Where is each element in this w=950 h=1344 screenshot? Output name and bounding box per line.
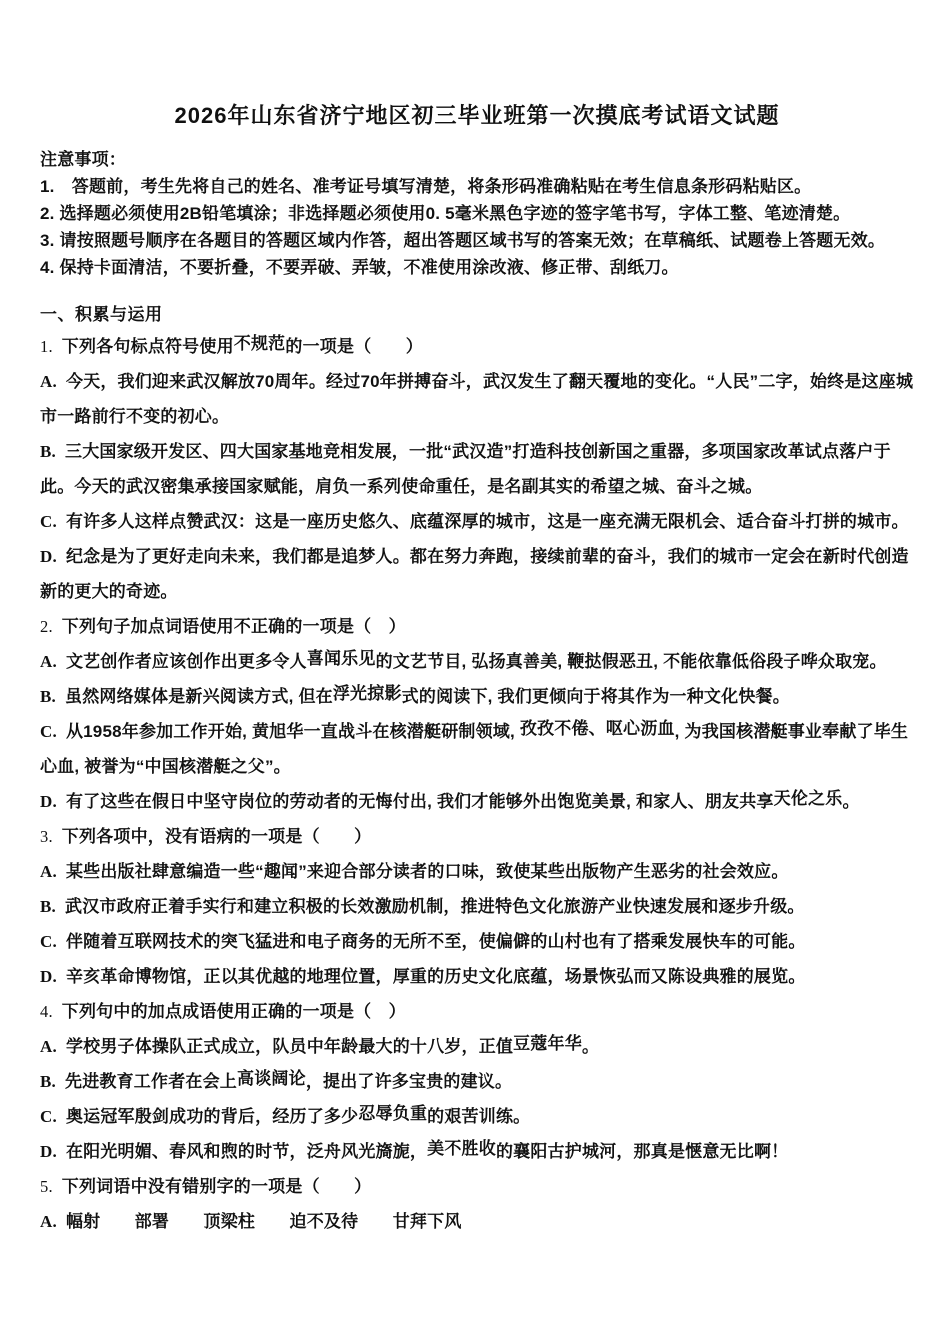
- notice-section: [40, 146, 914, 281]
- option-text: 武汉市政府正着手实行和建立积极的长效激励机制，推进特色文化旅游产业快速发展和逐步升级。: [65, 897, 805, 916]
- option-label: D.: [40, 1142, 57, 1161]
- option-text: , 为我国核潜艇事业奉献了毕生心血, 被誉为“中国核潜艇之父”。: [40, 722, 909, 776]
- option-label: C.: [40, 722, 57, 741]
- question-5-option-a: [40, 1204, 914, 1239]
- question-5: [40, 1169, 914, 1239]
- option-text: 幅射 部署 顶梁柱 迫不及待 甘拜下风: [65, 1212, 462, 1231]
- emphasized-phrase: 浮光掠影: [332, 684, 402, 703]
- question-4-stem: [40, 994, 914, 1029]
- question-number: 4.: [40, 1002, 53, 1021]
- option-label: C.: [40, 1107, 57, 1126]
- option-text: 纪念是为了更好走向未来，我们都是追梦人。都在努力奔跑，接续前辈的奋斗，我们的城市一定会在新时代创造新的更大的奇迹。: [40, 547, 909, 601]
- option-label: C.: [40, 932, 57, 951]
- question-4-option-b: [40, 1064, 914, 1099]
- option-text: 学校男子体操队正式成立，队员中年龄最大的十八岁，正值: [65, 1037, 514, 1056]
- option-text: 奥运冠军殷剑成功的背后，经历了多少: [65, 1107, 359, 1126]
- notice-item-2: 2. 选择题必须使用2B铅笔填涂；非选择题必须使用0. 5毫米黑色字迹的签字笔书写，字体工整、笔迹清楚。: [40, 204, 851, 223]
- notice-item-3: 3. 请按照题号顺序在各题目的答题区域内作答，超出答题区域书写的答案无效；在草稿纸、试题卷上答题无效。: [40, 231, 886, 250]
- option-text: 伴随着互联网技术的突飞猛进和电子商务的无所不至，使偏僻的山村也有了搭乘发展快车的可能。: [65, 932, 806, 951]
- question-number: 2.: [40, 617, 53, 636]
- question-3-option-a: [40, 854, 914, 889]
- emphasized-phrase: 美不胜收: [427, 1139, 496, 1158]
- emphasized-phrase: 高谈阔论: [237, 1069, 306, 1088]
- emphasized-phrase: 忍辱负重: [358, 1104, 428, 1123]
- option-label: B.: [40, 897, 56, 916]
- question-number: 3.: [40, 827, 53, 846]
- stem-text: 的一项是（ ）: [285, 337, 423, 356]
- exam-title: 2026年山东省济宁地区初三毕业班第一次摸底考试语文试题: [174, 103, 780, 128]
- option-text: 。: [581, 1037, 600, 1056]
- stem-text: 下列各句标点符号使用: [61, 337, 234, 356]
- question-2-stem: [40, 609, 914, 644]
- option-label: D.: [40, 547, 57, 566]
- option-text: 从1958年参加工作开始, 黄旭华一直战斗在核潜艇研制领域,: [65, 722, 520, 741]
- option-text: 的文艺节目, 弘扬真善美, 鞭挞假恶丑, 不能依靠低俗段子哗众取宠。: [375, 652, 887, 671]
- emphasized-phrase: 不规范: [233, 334, 286, 353]
- option-text: 有许多人这样点赞武汉：这是一座历史悠久、底蕴深厚的城市，这是一座充满无限机会、适合奋斗打拼的城市。: [65, 512, 909, 531]
- option-label: A.: [40, 652, 57, 671]
- question-2-option-a: [40, 644, 914, 679]
- stem-text: 下列词语中没有错别字的一项是（ ）: [61, 1177, 372, 1196]
- question-2: [40, 609, 914, 819]
- option-label: A.: [40, 862, 57, 881]
- option-text: 三大国家级开发区、四大国家基地竞相发展，一批“武汉造”打造科技创新国之重器，多项国家改革试点落户于此。今天的武汉密集承接国家赋能，肩负一系列使命重任，是名副其实的希望之城、奋斗之城。: [40, 442, 891, 496]
- option-text: 虽然网络媒体是新兴阅读方式, 但在: [65, 687, 333, 706]
- option-text: 。: [842, 792, 860, 811]
- question-3: [40, 819, 914, 994]
- question-4-option-c: [40, 1099, 914, 1134]
- option-text: 某些出版社肆意编造一些“趣闻”来迎合部分读者的口味，致使某些出版物产生恶劣的社会效应。: [65, 862, 789, 881]
- option-label: D.: [40, 792, 57, 811]
- stem-text: 下列句子加点词语使用不正确的一项是（ ）: [61, 617, 406, 636]
- question-number: 5.: [40, 1177, 53, 1196]
- question-4-option-d: [40, 1134, 914, 1169]
- question-1-option-a: [40, 364, 914, 434]
- option-label: B.: [40, 1072, 56, 1091]
- notice-heading: 注意事项：: [40, 150, 126, 169]
- question-1-option-b: [40, 434, 914, 504]
- option-label: B.: [40, 687, 56, 706]
- option-text: 文艺创作者应该创作出更多令人: [65, 652, 307, 671]
- question-1-stem: [40, 329, 914, 364]
- option-text: 有了这些在假日中坚守岗位的劳动者的无悔付出, 我们才能够外出饱览美景, 和家人、朋友共享: [65, 792, 774, 811]
- option-text: 的襄阳古护城河，那真是惬意无比啊！: [495, 1142, 789, 1161]
- option-label: D.: [40, 967, 57, 986]
- question-3-stem: [40, 819, 914, 854]
- option-label: A.: [40, 372, 57, 391]
- option-text: 辛亥革命博物馆，正以其优越的地理位置，厚重的历史文化底蕴，场景恢弘而又陈设典雅的展览。: [65, 967, 806, 986]
- option-text: 的艰苦训练。: [427, 1107, 531, 1126]
- question-number: 1.: [40, 337, 53, 356]
- emphasized-phrase: 喜闻乐见: [306, 649, 376, 668]
- stem-text: 下列句中的加点成语使用正确的一项是（ ）: [61, 1002, 406, 1021]
- emphasized-phrase: 孜孜不倦、呕心沥血: [519, 719, 675, 738]
- emphasized-phrase: 天伦之乐: [773, 789, 843, 808]
- option-label: B.: [40, 442, 56, 461]
- question-2-option-b: [40, 679, 914, 714]
- option-text: 在阳光明媚、春风和煦的时节，泛舟风光旖旎，: [65, 1142, 428, 1161]
- section-heading: 一、积累与运用: [40, 305, 163, 324]
- emphasized-phrase: 豆蔻年华: [513, 1034, 582, 1053]
- notice-item-1: 1. 答题前，考生先将自己的姓名、准考证号填写清楚，将条形码准确粘贴在考生信息条形码粘贴区。: [40, 177, 812, 196]
- option-label: A.: [40, 1037, 57, 1056]
- question-3-option-d: [40, 959, 914, 994]
- option-label: A.: [40, 1212, 57, 1231]
- question-1-option-d: [40, 539, 914, 609]
- question-2-option-c: [40, 714, 914, 784]
- stem-text: 下列各项中，没有语病的一项是（ ）: [61, 827, 372, 846]
- question-4: [40, 994, 914, 1169]
- question-3-option-b: [40, 889, 914, 924]
- question-1-option-c: [40, 504, 914, 539]
- option-text: 先进教育工作者在会上: [65, 1072, 237, 1091]
- question-4-option-a: [40, 1029, 914, 1064]
- question-1: [40, 329, 914, 609]
- option-text: 式的阅读下, 我们更倾向于将其作为一种文化快餐。: [401, 687, 790, 706]
- option-label: C.: [40, 512, 57, 531]
- question-3-option-c: [40, 924, 914, 959]
- option-text: 今天，我们迎来武汉解放70周年。经过70年拼搏奋斗，武汉发生了翻天覆地的变化。“人民”二字，始终是这座城市一路前行不变的初心。: [40, 372, 914, 426]
- notice-item-4: 4. 保持卡面清洁，不要折叠，不要弄破、弄皱，不准使用涂改液、修正带、刮纸刀。: [40, 258, 679, 277]
- question-2-option-d: [40, 784, 914, 819]
- question-5-stem: [40, 1169, 914, 1204]
- option-text: ，提出了许多宝贵的建议。: [305, 1072, 513, 1091]
